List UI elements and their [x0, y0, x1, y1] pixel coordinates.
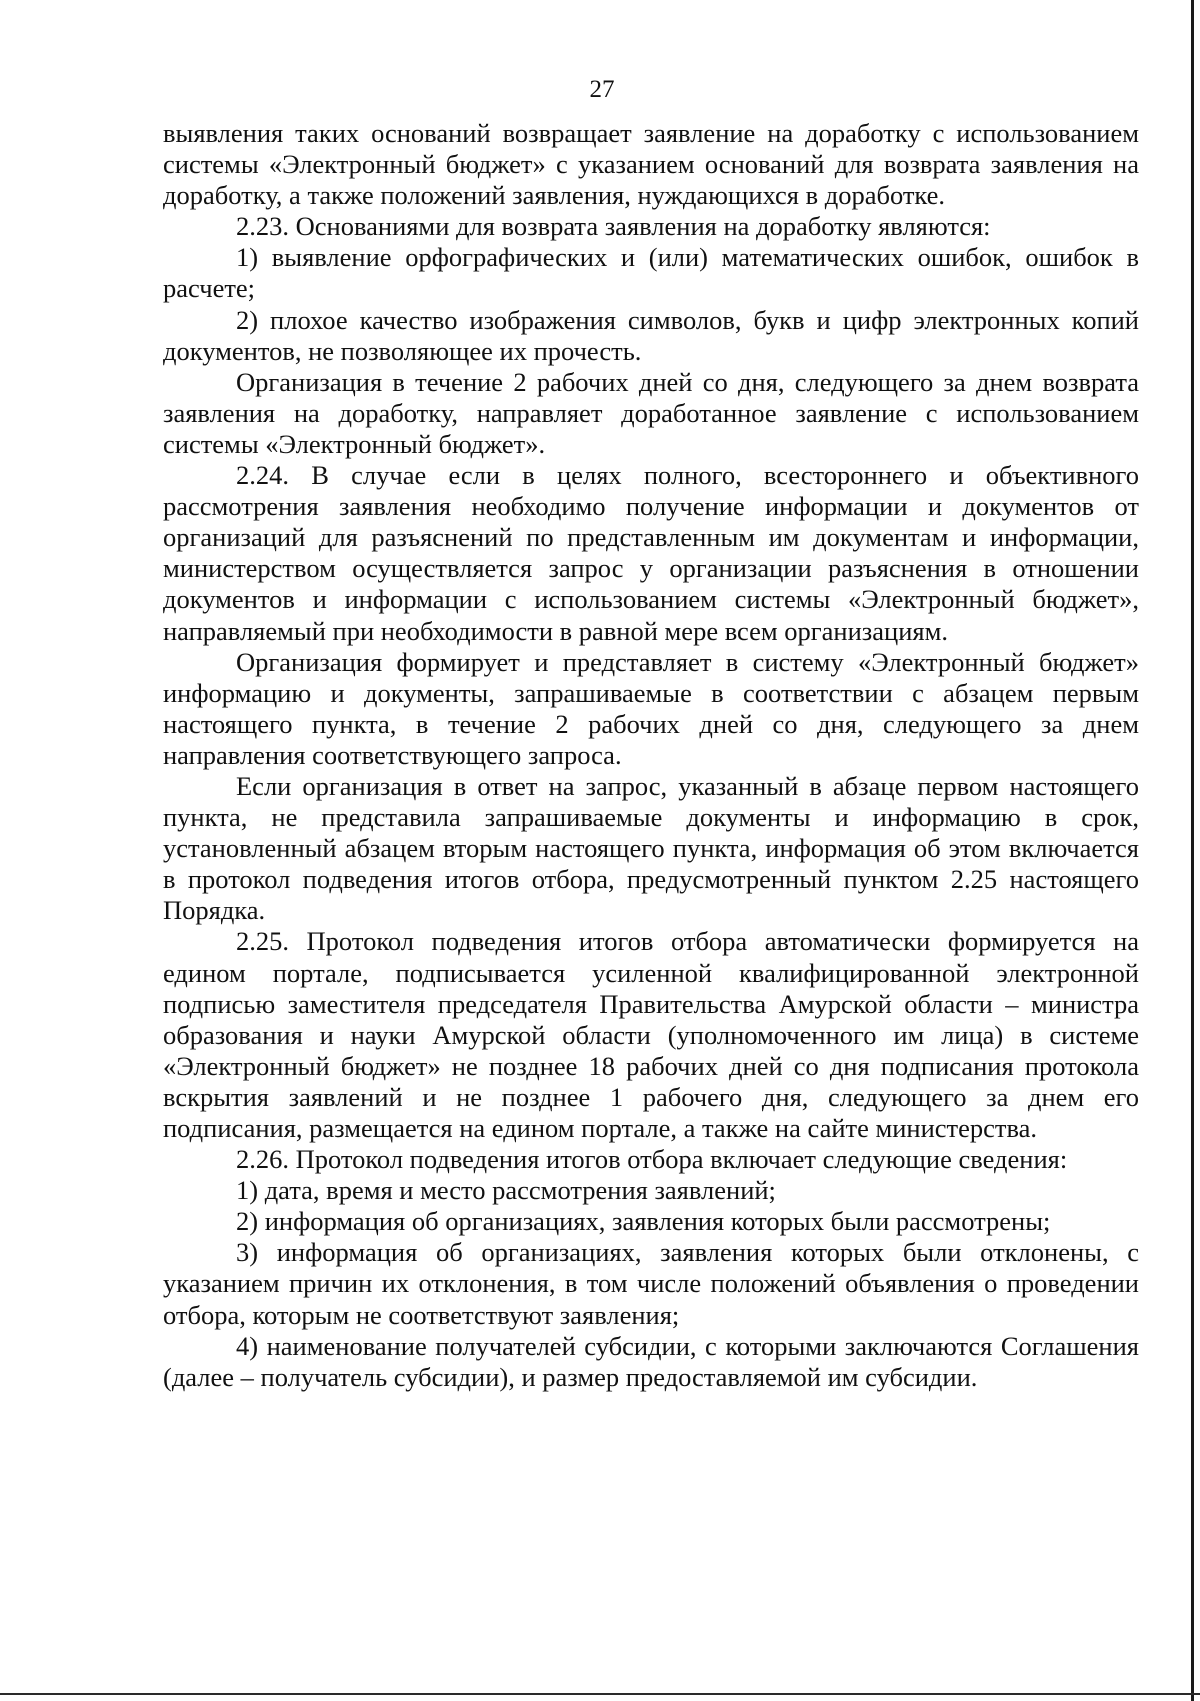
- paragraph: Организация в течение 2 рабочих дней со дня, следующего за днем возврата заявления на доработку, направляет доработанное заявление с использованием системы «Электронный бюджет».: [163, 366, 1139, 459]
- paragraph: Организация формирует и представляет в систему «Электронный бюджет» информацию и документы, запрашиваемые в соответствии с абзацем первым настоящего пункта, в течение 2 рабочих дней со дня, следующего за днем направления соответствующего запроса.: [163, 646, 1139, 770]
- paragraph: 2) плохое качество изображения символов, букв и цифр электронных копий документов, не позволяющее их прочесть.: [163, 304, 1139, 366]
- page-number: 27: [589, 76, 615, 103]
- scan-edge-right: [1191, 0, 1194, 1701]
- paragraph: 1) дата, время и место рассмотрения заявлений;: [236, 1175, 776, 1206]
- document-body: [163, 118, 1139, 1393]
- paragraph: 4) наименование получателей субсидии, с которыми заключаются Соглашения (далее – получатель субсидии), и размер предоставляемой им субсидии.: [163, 1330, 1139, 1392]
- scan-edge-bottom: [0, 1693, 1200, 1695]
- paragraph: 2.24. В случае если в целях полного, всестороннего и объективного рассмотрения заявления необходимо получение информации и документов от организаций для разъяснений по представленным им документам и информации, министерством осуществляется запрос у организации разъяснения в отношении документов и информации с использованием системы «Электронный бюджет», направляемый при необходимости в равной мере всем организациям.: [163, 460, 1139, 646]
- paragraph: 1) выявление орфографических и (или) математических ошибок, ошибок в расчете;: [163, 242, 1139, 304]
- paragraph: 2.26. Протокол подведения итогов отбора включает следующие сведения:: [236, 1144, 1068, 1175]
- paragraph: 3) информация об организациях, заявления которых были отклонены, с указанием причин их отклонения, в том числе положений объявления о проведении отбора, которым не соответствуют заявления;: [163, 1237, 1139, 1330]
- paragraph: 2.25. Протокол подведения итогов отбора автоматически формируется на едином портале, подписывается усиленной квалифицированной электронной подписью заместителя председателя Правительства Амурской области – министра образования и науки Амурской области (уполномоченного им лица) в системе «Электронный бюджет» не позднее 18 рабочих дней со дня подписания протокола вскрытия заявлений и не позднее 1 рабочего дня, следующего за днем его подписания, размещается на едином портале, а также на сайте министерства.: [163, 926, 1139, 1143]
- paragraph: 2) информация об организациях, заявления которых были рассмотрены;: [236, 1206, 1051, 1237]
- paragraph: выявления таких оснований возвращает заявление на доработку с использованием системы «Электронный бюджет» с указанием оснований для возврата заявления на доработку, а также положений заявления, нуждающихся в доработке.: [163, 118, 1139, 211]
- paragraph: 2.23. Основаниями для возврата заявления на доработку являются:: [236, 211, 991, 242]
- paragraph: Если организация в ответ на запрос, указанный в абзаце первом настоящего пункта, не представила запрашиваемые документы и информацию в срок, установленный абзацем вторым настоящего пункта, информация об этом включается в протокол подведения итогов отбора, предусмотренный пунктом 2.25 настоящего Порядка.: [163, 770, 1139, 926]
